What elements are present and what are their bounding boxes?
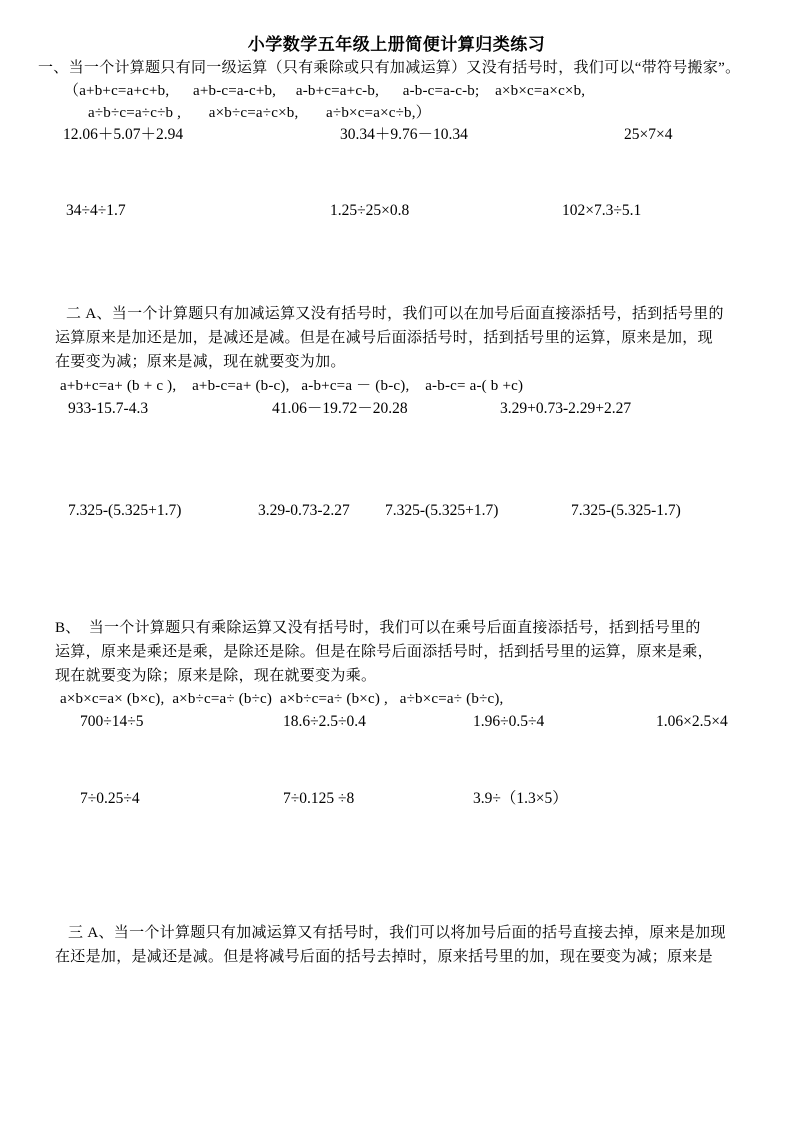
formula-line: （a+b+c=a+c+b, a+b-c=a-c+b, a-b+c=a+c-b, a-b-c=a-c-b; a×b×c=a×c×b, xyxy=(64,83,586,99)
formula-line: a+b+c=a+ (b + c ), a+b-c=a+ (b-c), a-b+c=a － (b-c), a-b-c= a-( b +c) xyxy=(60,378,524,394)
instruction-line: 在要变为减；原来是减，现在就要变为加。 xyxy=(55,354,346,370)
instruction-line: 在还是加，是减还是减。但是将减号后面的括号去掉时，原来括号里的加，现在要变为减；原来是 xyxy=(55,949,713,965)
instruction-line: 三 A、当一个计算题只有加减运算又有括号时，我们可以将加号后面的括号直接去掉，原来是加现 xyxy=(68,925,726,941)
exercise-expression: 7.325-(5.325-1.7) xyxy=(571,502,681,519)
exercise-expression: 3.29-0.73-2.27 xyxy=(258,502,350,519)
formula-line: a÷b÷c=a÷c÷b , a×b÷c=a÷c×b, a÷b×c=a×c÷b,） xyxy=(88,105,431,121)
exercise-expression: 3.29+0.73-2.29+2.27 xyxy=(500,400,632,417)
instruction-line: B、 当一个计算题只有乘除运算又没有括号时，我们可以在乘号后面直接添括号，括到括号里的 xyxy=(55,620,701,636)
exercise-expression: 12.06＋5.07＋2.94 xyxy=(63,126,184,143)
exercise-expression: 41.06－19.72－20.28 xyxy=(272,400,408,417)
exercise-expression: 700÷14÷5 xyxy=(80,713,144,730)
exercise-expression: 18.6÷2.5÷0.4 xyxy=(283,713,366,730)
exercise-expression: 1.06×2.5×4 xyxy=(656,713,728,730)
instruction-line: 运算，原来是乘还是乘，是除还是除。但是在除号后面添括号时，括到括号里的运算，原来是乘， xyxy=(55,644,713,660)
exercise-expression: 7.325-(5.325+1.7) xyxy=(68,502,182,519)
exercise-expression: 1.96÷0.5÷4 xyxy=(473,713,545,730)
instruction-line: 一、当一个计算题只有同一级运算（只有乘除或只有加减运算）又没有括号时，我们可以“带符号搬家”。 xyxy=(38,60,741,76)
exercise-expression: 34÷4÷1.7 xyxy=(66,202,126,219)
exercise-expression: 933-15.7-4.3 xyxy=(68,400,149,417)
exercise-expression: 102×7.3÷5.1 xyxy=(562,202,642,219)
exercise-expression: 3.9÷（1.3×5） xyxy=(473,790,568,807)
formula-line: a×b×c=a× (b×c), a×b÷c=a÷ (b÷c) a×b÷c=a÷ (b×c) , a÷b×c=a÷ (b÷c), xyxy=(60,691,504,707)
instruction-line: 运算原来是加还是加，是减还是减。但是在减号后面添括号时，括到括号里的运算，原来是加，现 xyxy=(55,330,713,346)
exercise-expression: 1.25÷25×0.8 xyxy=(330,202,410,219)
instruction-line: 二 A、当一个计算题只有加减运算又没有括号时，我们可以在加号后面直接添括号，括到括号里的 xyxy=(66,306,724,322)
exercise-expression: 30.34＋9.76－10.34 xyxy=(340,126,468,143)
page-title: 小学数学五年级上册简便计算归类练习 xyxy=(247,35,546,54)
exercise-expression: 7÷0.25÷4 xyxy=(80,790,140,807)
exercise-expression: 7÷0.125 ÷8 xyxy=(283,790,355,807)
exercise-expression: 25×7×4 xyxy=(624,126,673,143)
exercise-expression: 7.325-(5.325+1.7) xyxy=(385,502,499,519)
instruction-line: 现在就要变为除；原来是除，现在就要变为乘。 xyxy=(55,668,377,684)
